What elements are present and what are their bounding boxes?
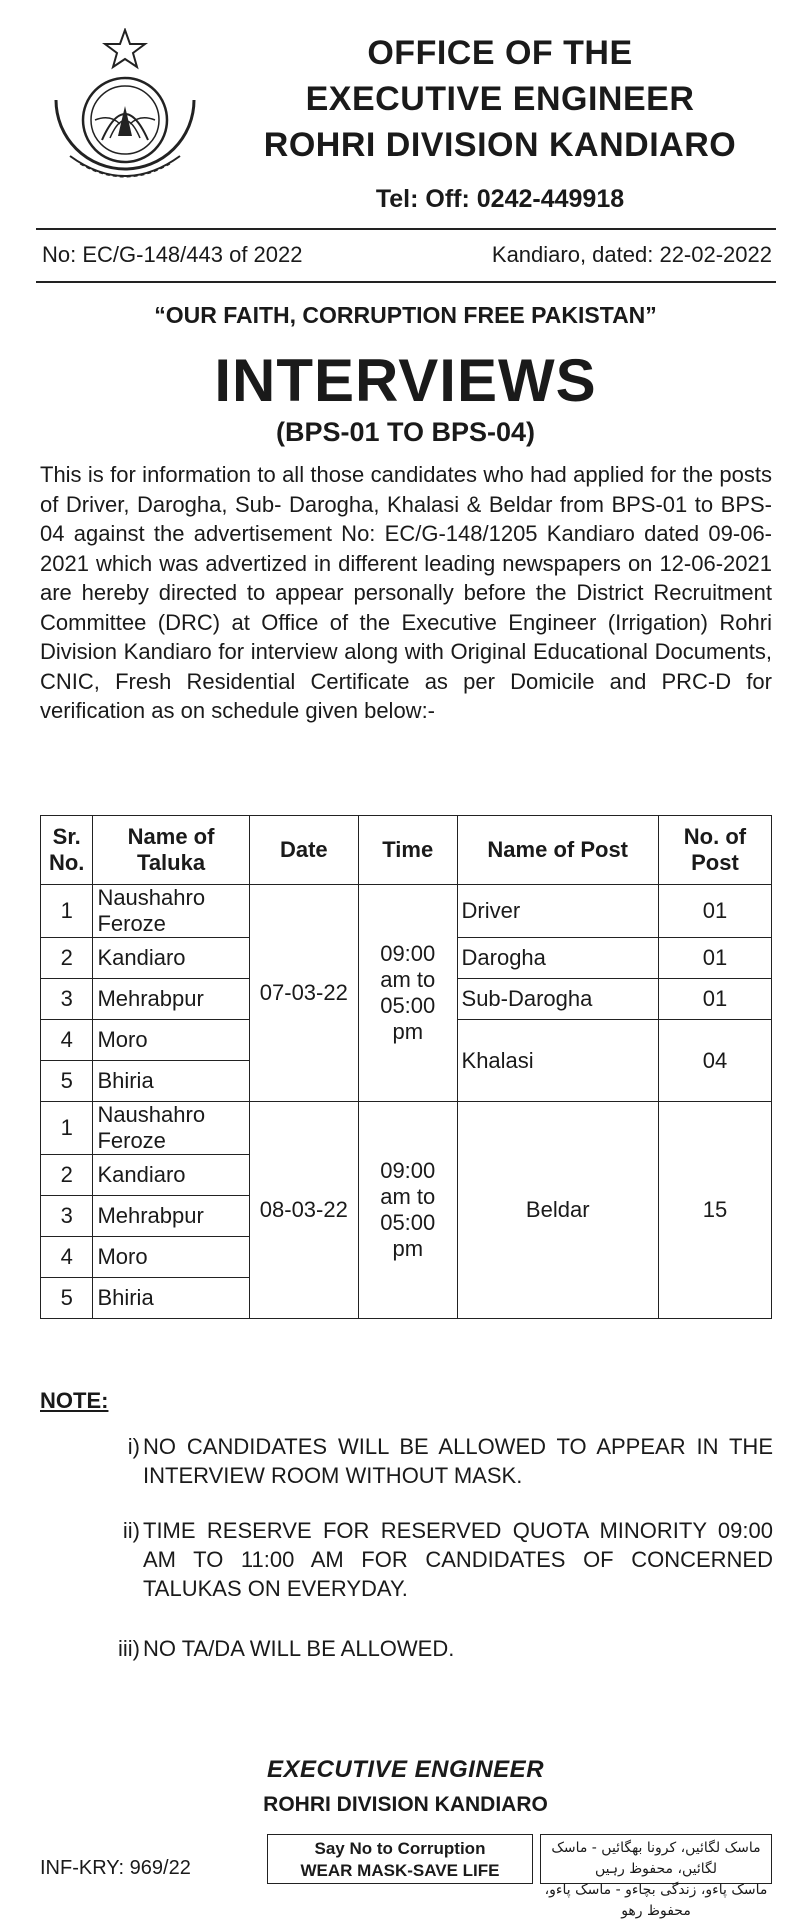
row-post: Darogha <box>457 938 658 979</box>
row-taluka: Bhiria <box>93 1278 249 1319</box>
header-taluka: Name of Taluka <box>93 816 249 885</box>
header-divider-top <box>36 228 776 230</box>
row-taluka: Naushahro Feroze <box>93 1102 249 1155</box>
urdu-slogan-box <box>540 1834 772 1919</box>
office-telephone: Tel: Off: 0242-449918 <box>375 185 625 213</box>
signatory-office: ROHRI DIVISION KANDIARO <box>263 1793 548 1816</box>
group2-date: 08-03-22 <box>249 1102 358 1319</box>
row-post-count: 04 <box>658 1020 771 1102</box>
row-post: Khalasi <box>457 1020 658 1102</box>
header-post: Name of Post <box>457 816 658 885</box>
row-number: 4 <box>41 1020 93 1061</box>
row-post: Sub-Darogha <box>457 979 658 1020</box>
reference-line <box>42 242 772 268</box>
slogan-line1: Say No to Corruption <box>314 1839 486 1858</box>
row-number: 1 <box>41 885 93 938</box>
row-taluka: Naushahro Feroze <box>93 885 249 938</box>
slogan-line2: WEAR MASK-SAVE LIFE <box>300 1861 500 1880</box>
row-taluka: Bhiria <box>93 1061 249 1102</box>
inf-number: INF-KRY: 969/22 <box>40 1857 191 1879</box>
row-number: 1 <box>41 1102 93 1155</box>
row-number: 5 <box>41 1061 93 1102</box>
header-date: Date <box>249 816 358 885</box>
notice-title: INTERVIEWS <box>214 347 597 414</box>
group1-time: 09:00 am to 05:00 pm <box>358 885 457 1102</box>
notice-subtitle: (BPS-01 TO BPS-04) <box>275 417 536 447</box>
row-taluka: Moro <box>93 1020 249 1061</box>
row-number: 4 <box>41 1237 93 1278</box>
government-of-sindh-emblem-icon <box>40 28 210 198</box>
note-number: iii) <box>118 1636 140 1661</box>
motto: “OUR FAITH, CORRUPTION FREE PAKISTAN” <box>154 302 657 328</box>
group1-date: 07-03-22 <box>249 885 358 1102</box>
interview-schedule-table <box>40 815 772 1319</box>
row-number: 2 <box>41 938 93 979</box>
row-post-count: 01 <box>658 885 771 938</box>
row-taluka: Kandiaro <box>93 938 249 979</box>
row-taluka: Moro <box>93 1237 249 1278</box>
group2-post: Beldar <box>457 1102 658 1319</box>
note-text: NO TA/DA WILL BE ALLOWED. <box>143 1636 455 1661</box>
note-text: NO CANDIDATES WILL BE ALLOWED TO APPEAR IN THE INTERVIEW ROOM WITHOUT MASK. <box>143 1434 773 1488</box>
row-taluka: Kandiaro <box>93 1155 249 1196</box>
row-number: 3 <box>41 1196 93 1237</box>
row-post-count: 01 <box>658 979 771 1020</box>
office-heading-line3: ROHRI DIVISION KANDIARO <box>263 126 737 164</box>
row-number: 3 <box>41 979 93 1020</box>
header-count: No. of Post <box>658 816 771 885</box>
row-taluka: Mehrabpur <box>93 979 249 1020</box>
row-number: 2 <box>41 1155 93 1196</box>
row-number: 5 <box>41 1278 93 1319</box>
header-divider-bottom <box>36 281 776 283</box>
row-post-count: 01 <box>658 938 771 979</box>
group2-time: 09:00 am to 05:00 pm <box>358 1102 457 1319</box>
group2-post-count: 15 <box>658 1102 771 1319</box>
notice-body: This is for information to all those candidates who had applied for the posts of Driver, Darogha, Sub- Darogha, Khalasi & Beldar from BPS-01 to BPS-04 against the advertisement No: EC/G-148/1205 Kandiaro dated 09-06-2021 which was advertized in different leading newspapers on 12-06-2021 are hereby directed to appear personally before the District Recruitment Committee (DRC) at Office of the Executive Engineer (Irrigation) Rohri Division Kandiaro for interview along with Original Educational Documents, CNIC, Fresh Residential Certificate as per Domicile and PRC-D for verification as on schedule given below:- <box>40 462 772 723</box>
office-heading-line2: EXECUTIVE ENGINEER <box>305 80 695 118</box>
notes-heading: NOTE: <box>40 1388 109 1413</box>
table-header-row <box>41 816 772 885</box>
row-taluka: Mehrabpur <box>93 1196 249 1237</box>
note-text: TIME RESERVE FOR RESERVED QUOTA MINORITY 09:00 AM TO 11:00 AM FOR CANDIDATES OF CONCERNED TALUKAS ON EVERYDAY. <box>143 1518 773 1601</box>
urdu-slogan-line1: ماسک لگائیں، کرونا بھگائیں - ماسک لگائیں، محفوظ رہیں <box>551 1840 761 1877</box>
reference-number: No: EC/G-148/443 of 2022 <box>42 242 303 267</box>
header-sr-no: Sr. No. <box>41 816 93 885</box>
anti-corruption-slogan-box <box>267 1834 533 1884</box>
note-number: ii) <box>122 1518 140 1543</box>
table-row <box>41 885 772 938</box>
signatory-title: EXECUTIVE ENGINEER <box>266 1756 545 1783</box>
table-row <box>41 1102 772 1155</box>
reference-date: Kandiaro, dated: 22-02-2022 <box>491 242 772 267</box>
urdu-slogan-line2: ماسک پاءو، زندگی بچاءو - ماسک پاءو، محفوظ رهو <box>544 1882 768 1919</box>
header-time: Time <box>358 816 457 885</box>
office-heading-line1: OFFICE OF THE <box>367 34 633 72</box>
row-post: Driver <box>457 885 658 938</box>
note-number: i) <box>127 1434 140 1459</box>
